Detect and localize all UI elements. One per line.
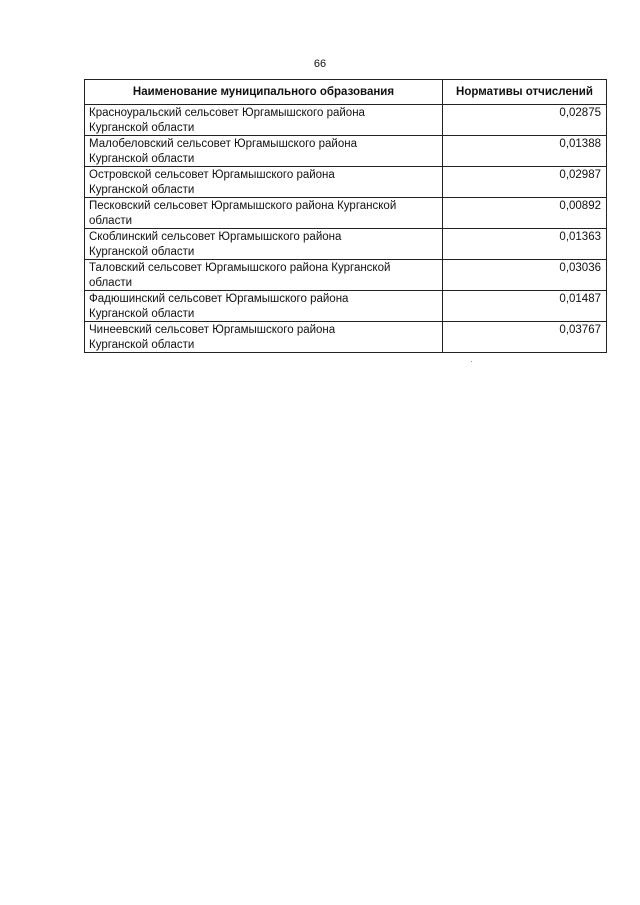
table-row (85, 229, 607, 260)
norm-value-cell: 0,00892 (443, 198, 607, 229)
name-line: области (89, 276, 133, 289)
norm-value-cell: 0,02987 (443, 167, 607, 198)
scan-speck (471, 361, 472, 362)
name-line: Курганской области (89, 152, 195, 165)
name-line: Курганской области (89, 245, 195, 258)
norm-value-cell: 0,03036 (443, 260, 607, 291)
name-line: Курганской области (89, 183, 195, 196)
table-row (85, 136, 607, 167)
name-line: Курганской области (89, 121, 195, 134)
municipality-name-cell (85, 105, 443, 136)
municipality-name-cell (85, 167, 443, 198)
name-line: Фадюшинский сельсовет Юргамышского района (89, 293, 349, 305)
table-header-row (85, 80, 607, 105)
header-allocation-norms: Нормативы отчислений (443, 80, 607, 105)
table-row (85, 322, 607, 353)
table-row (85, 260, 607, 291)
name-line: Островской сельсовет Юргамышского района (89, 169, 335, 181)
name-line: Таловский сельсовет Юргамышского района Курганской (89, 262, 391, 274)
allocation-norms-table-container (84, 79, 606, 353)
norm-value-cell: 0,02875 (443, 105, 607, 136)
name-line: области (89, 214, 133, 227)
name-line: Красноуральский сельсовет Юргамышского района (89, 107, 365, 119)
table-row (85, 105, 607, 136)
norm-value-cell: 0,03767 (443, 322, 607, 353)
name-line: Курганской области (89, 307, 195, 320)
municipality-name-cell (85, 136, 443, 167)
page-number: 66 (313, 58, 327, 70)
municipality-name-cell (85, 229, 443, 260)
municipality-name-cell (85, 291, 443, 322)
municipality-name-cell (85, 260, 443, 291)
name-line: Курганской области (89, 338, 195, 351)
name-line: Скоблинский сельсовет Юргамышского района (89, 231, 342, 243)
norm-value-cell: 0,01388 (443, 136, 607, 167)
table-row (85, 291, 607, 322)
name-line: Песковский сельсовет Юргамышского района Курганской (89, 200, 397, 212)
table-row (85, 167, 607, 198)
norm-value-cell: 0,01363 (443, 229, 607, 260)
norm-value-cell: 0,01487 (443, 291, 607, 322)
table-row (85, 198, 607, 229)
header-municipality-name: Наименование муниципального образования (85, 80, 443, 105)
municipality-name-cell (85, 322, 443, 353)
name-line: Малобеловский сельсовет Юргамышского района (89, 138, 357, 150)
municipality-name-cell (85, 198, 443, 229)
name-line: Чинеевский сельсовет Юргамышского района (89, 324, 336, 336)
allocation-norms-table (84, 79, 607, 353)
